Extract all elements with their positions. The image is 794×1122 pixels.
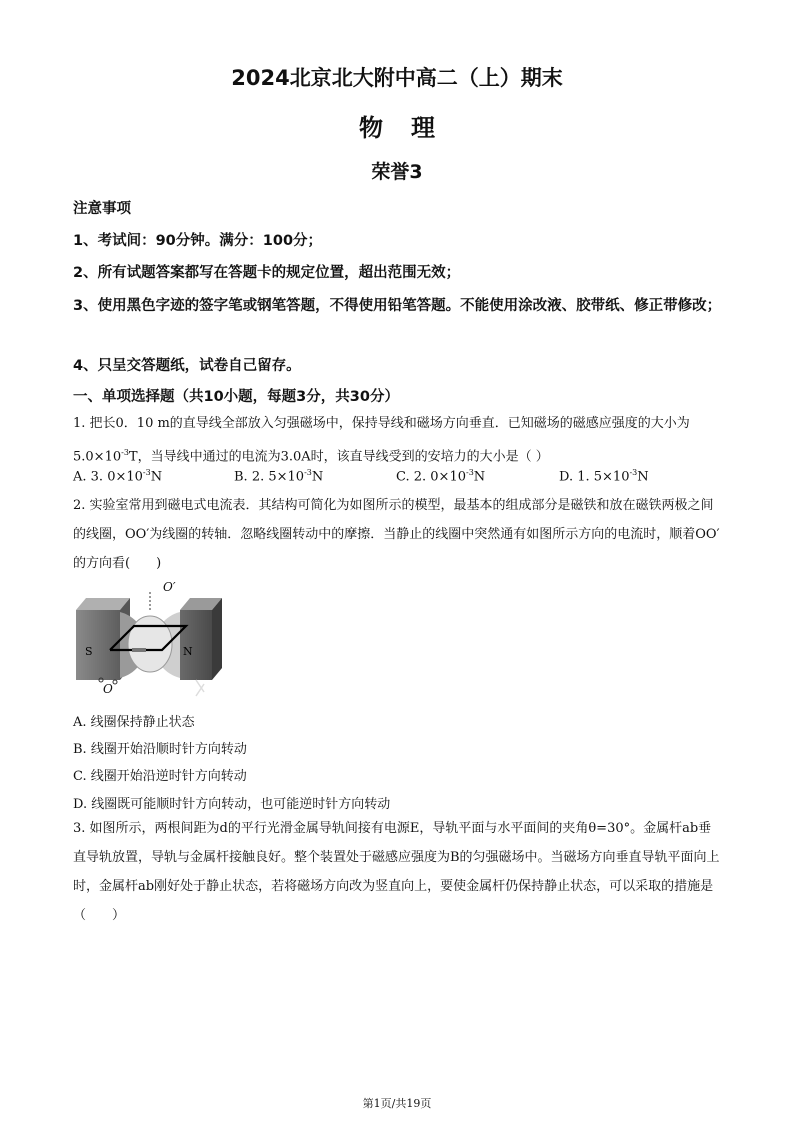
- question-3-stem: 3. 如图所示，两根间距为d的平行光滑金属导轨间接有电源E，导轨平面与水平面间的夹角θ=30°。金属杆ab垂直导轨放置，导轨与金属杆接触良好。整个装置处于磁感应强度为B的匀强磁场中。当磁场方向垂直导轨平面向上时，金属杆ab刚好处于静止状态，若将磁场方向改为竖直向上，要使金属杆仍保持静止状态，可以采取的措施是（ ）: [73, 821, 720, 923]
- page-number: 第1页/共19页: [362, 1097, 432, 1110]
- subject-title: 物理: [359, 114, 463, 142]
- note-item: 4、只呈交答题纸，试卷自己留存。: [73, 358, 301, 374]
- q2-option-d[interactable]: D. 线圈既可能顺时针方向转动，也可能逆时针方向转动: [73, 797, 391, 812]
- pole-label-n: N: [183, 645, 193, 658]
- axis-label-top: O′: [163, 580, 176, 594]
- q2-option-b[interactable]: B. 线圈开始沿顺时针方向转动: [73, 742, 247, 757]
- q1-option-a[interactable]: A. 3. $0\times 10^{-3}N$: [73, 468, 163, 485]
- question-2-stem: 2. 实验室常用到磁电式电流表．其结构可简化为如图所示的模型，最基本的组成部分是磁铁和放在磁铁两极之间的线圈，OO′为线圈的转轴．忽略线圈转动中的摩擦．当静止的线圈中突然通有如图所示方向的电流时，顺着OO′的方向看( ): [73, 498, 720, 571]
- note-item: 1、考试间：90分钟。满分：100分；: [73, 233, 323, 249]
- q2-option-c[interactable]: C. 线圈开始沿逆时针方向转动: [73, 769, 247, 784]
- class-title: 荣誉3: [371, 161, 423, 183]
- notes-heading: 注意事项: [73, 201, 131, 217]
- axis-label-bottom: O: [103, 682, 113, 696]
- q2-option-a[interactable]: A. 线圈保持静止状态: [73, 715, 195, 730]
- magnet-coil-figure: [70, 582, 230, 697]
- note-item: 2、所有试题答案都写在答题卡的规定位置，超出范围无效；: [73, 265, 461, 281]
- exam-title: 2024北京北大附中高二（上）期末: [231, 66, 563, 90]
- q1-option-d[interactable]: D. 1. $5\times 10^{-3}N$: [559, 468, 649, 485]
- q1-option-b[interactable]: B. 2. $5\times 10^{-3}N$: [234, 468, 324, 485]
- question-1-stem: 1. 把长0．10 m的直导线全部放入匀强磁场中，保持导线和磁场方向垂直．已知磁场的磁感应强度的大小为$5.0\times 10^{-3}T$，当导线中通过的电流为3.0A时，该直导线受到的安培力的大小是（ ）: [73, 416, 690, 465]
- q1-option-c[interactable]: C. 2. $0\times 10^{-3}N$: [396, 468, 486, 485]
- section-heading: 一、单项选择题（共10小题，每题3分，共30分）: [73, 389, 399, 405]
- pole-label-s: S: [85, 645, 93, 658]
- note-item: 3、使用黑色字迹的签字笔或钢笔答题，不得使用铅笔答题。不能使用涂改液、胶带纸、修正带修改；: [73, 298, 722, 314]
